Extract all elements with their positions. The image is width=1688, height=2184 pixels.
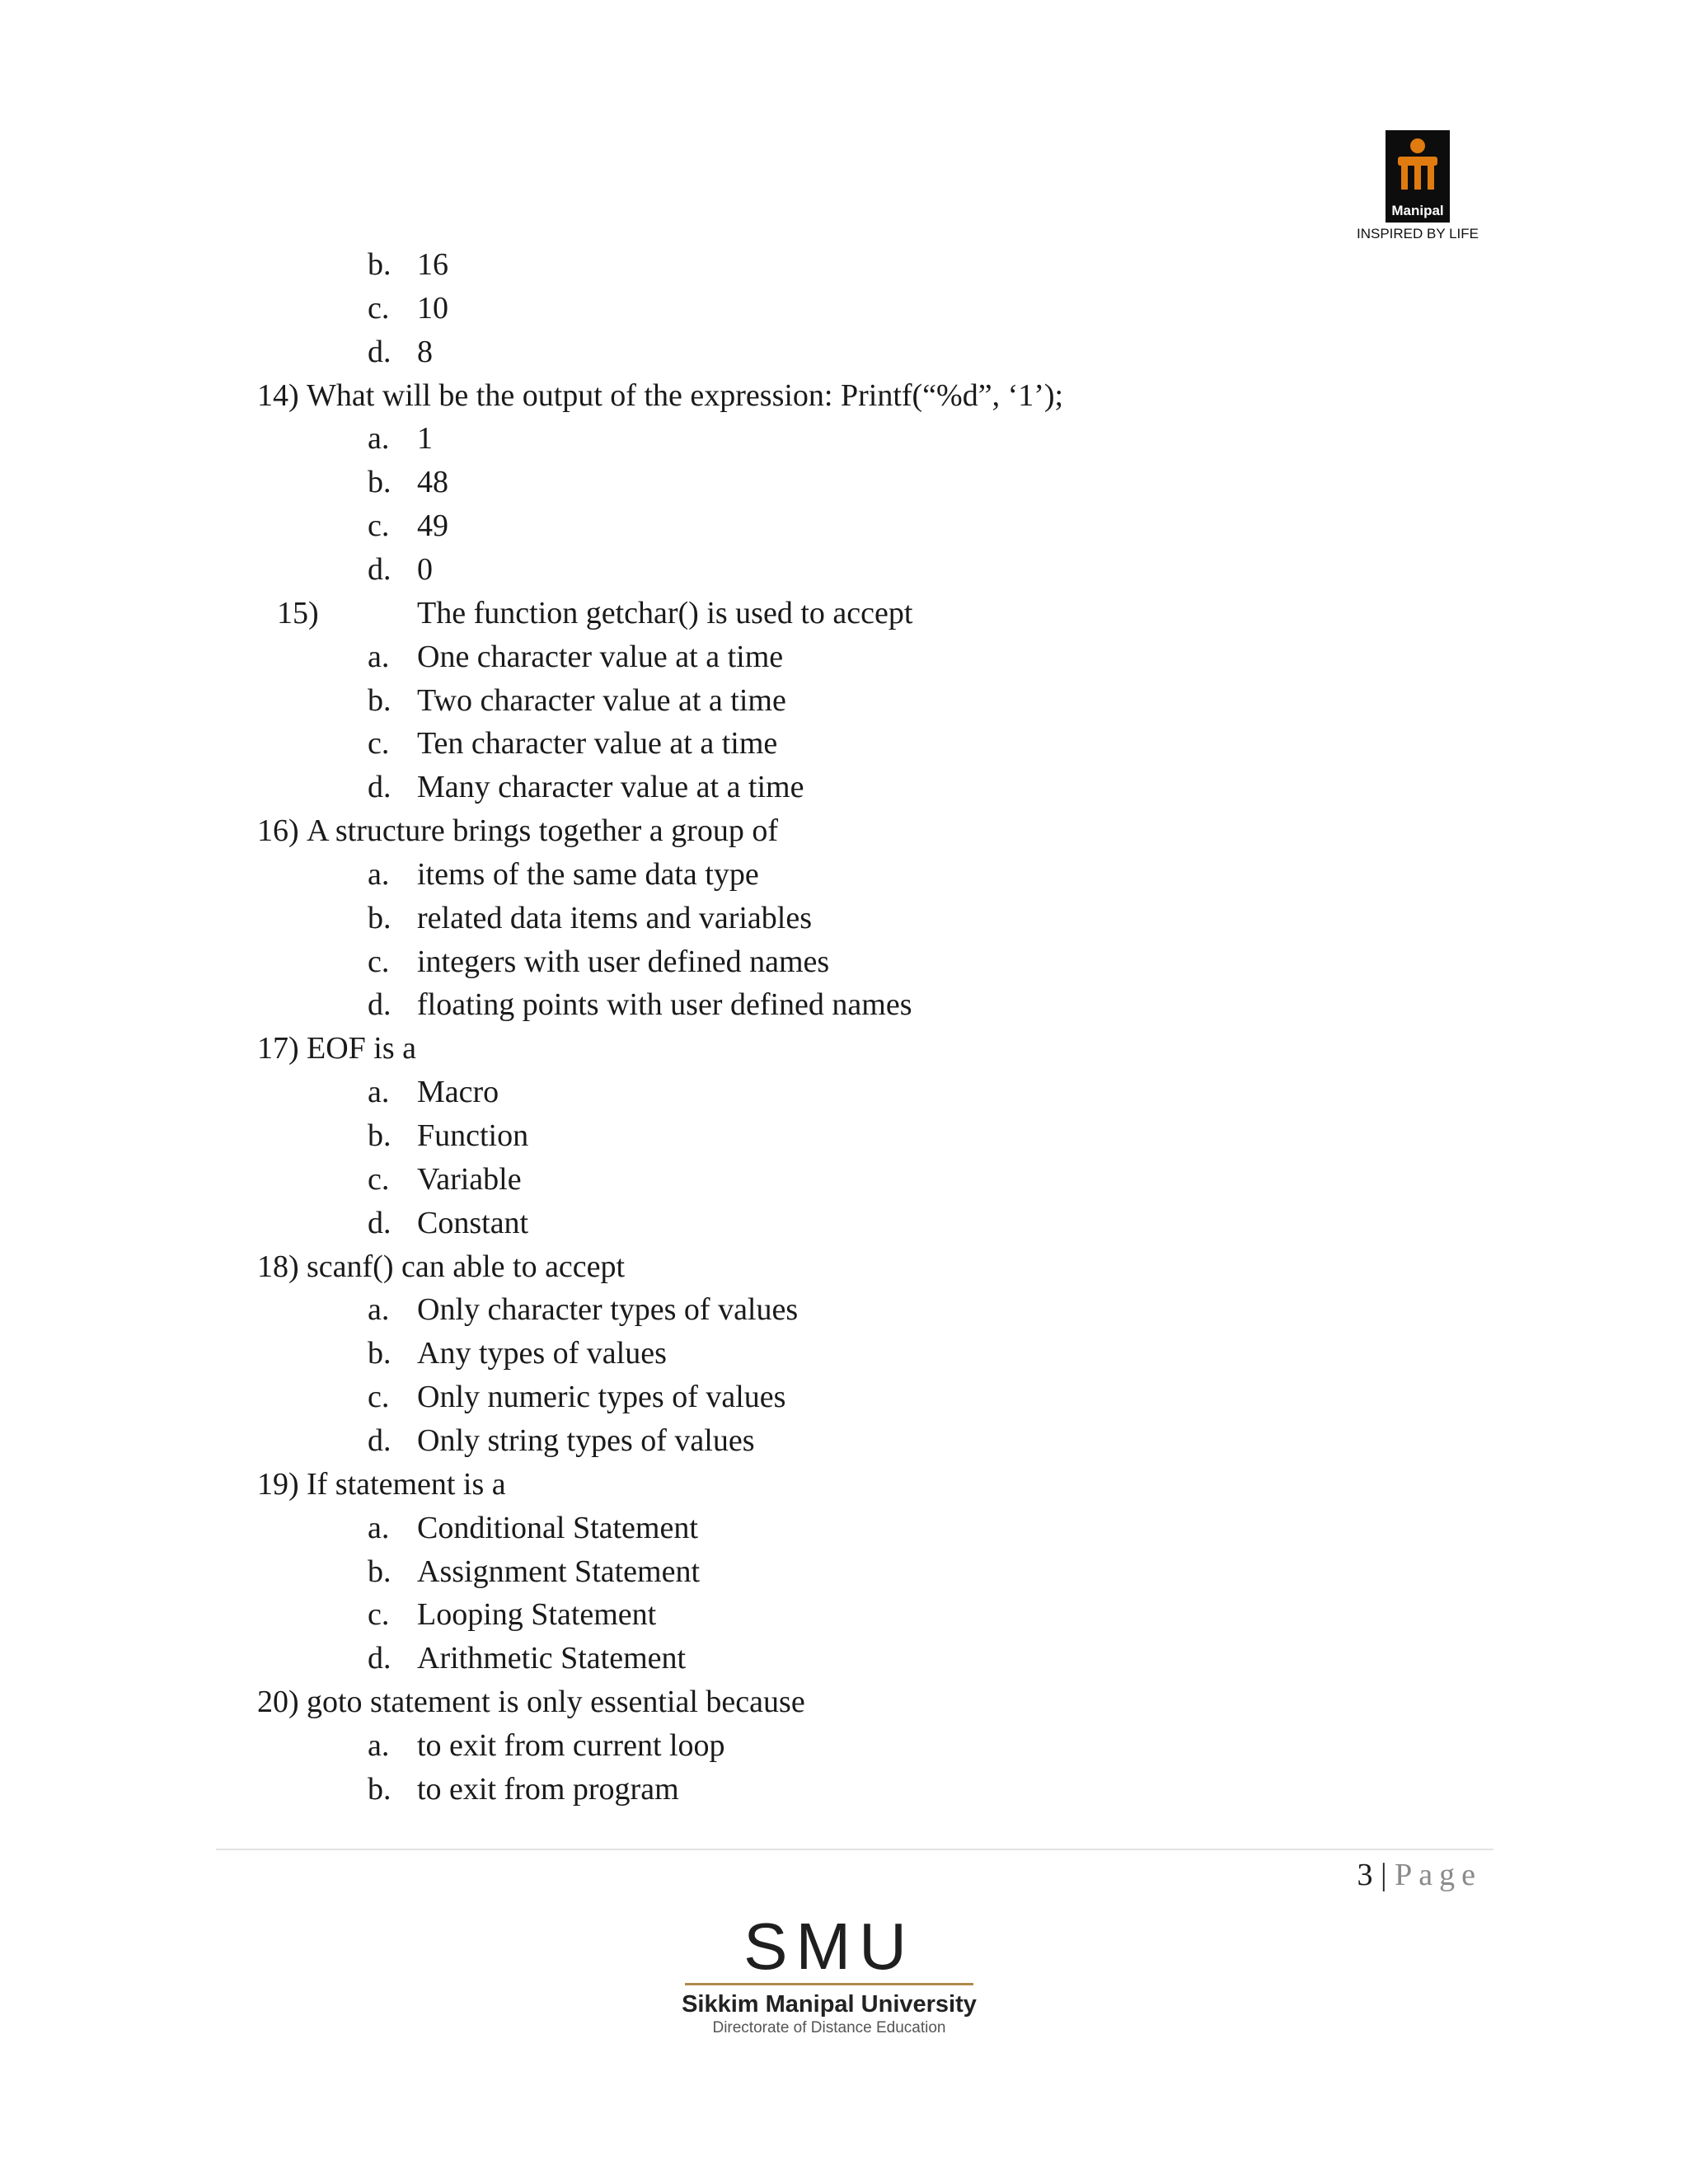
option-text: to exit from program <box>417 1771 679 1807</box>
option-letter: d. <box>368 334 392 369</box>
option-text: Ten character value at a time <box>417 726 778 762</box>
option-text: to exit from current loop <box>417 1727 725 1763</box>
option-letter: d. <box>368 1205 392 1240</box>
page-separator: | <box>1381 1858 1387 1892</box>
option-letter: c. <box>368 944 390 979</box>
option-text: 10 <box>417 290 448 326</box>
logo-wordmark: Manipal <box>1391 203 1444 218</box>
option-text: Conditional Statement <box>417 1510 698 1545</box>
question-number: 16) <box>257 813 299 849</box>
option-text: 49 <box>417 509 448 544</box>
question-number: 15) <box>277 595 319 630</box>
university-name: Sikkim Manipal University <box>682 1991 977 2018</box>
option-text: related data items and variables <box>417 900 813 935</box>
option-text: floating points with user defined names <box>417 987 912 1023</box>
smu-logo <box>681 1910 978 2038</box>
option-letter: a. <box>368 856 390 892</box>
question-text: If statement is a <box>307 1466 506 1502</box>
option-letter: a. <box>368 1292 390 1328</box>
option-letter: c. <box>368 1597 390 1633</box>
page-number <box>1357 1850 1482 1900</box>
option-text: Function <box>417 1118 529 1153</box>
page-number-value: 3 <box>1357 1858 1373 1892</box>
option-letter: c. <box>368 290 390 326</box>
option-letter: d. <box>368 987 392 1023</box>
option-letter: d. <box>368 551 392 587</box>
manipal-emblem-icon <box>1386 130 1450 223</box>
directorate-name: Directorate of Distance Education <box>712 2019 946 2036</box>
option-text: Assignment Statement <box>417 1554 701 1589</box>
smu-wordmark: SMU <box>743 1910 915 1983</box>
option-text: Many character value at a time <box>417 770 804 805</box>
option-letter: b. <box>368 465 392 500</box>
question-number: 20) <box>257 1685 299 1720</box>
question-text: goto statement is only essential because <box>307 1685 805 1720</box>
question-text: The function getchar() is used to accept <box>417 595 913 630</box>
option-text: 1 <box>417 421 433 457</box>
option-letter: c. <box>368 1380 390 1415</box>
smu-underline <box>685 1983 973 1985</box>
option-text: Any types of values <box>417 1336 667 1371</box>
option-letter: b. <box>368 1118 392 1153</box>
question-text: EOF is a <box>307 1031 416 1066</box>
option-letter: a. <box>368 1727 390 1763</box>
option-text: Macro <box>417 1075 499 1110</box>
option-text: 48 <box>417 465 448 500</box>
option-text: 0 <box>417 551 433 587</box>
option-text: 8 <box>417 334 433 369</box>
option-text: Arithmetic Statement <box>417 1641 687 1676</box>
question-text: scanf() can able to accept <box>307 1249 626 1284</box>
question-number: 17) <box>257 1031 299 1066</box>
option-letter: b. <box>368 900 392 935</box>
option-letter: b. <box>368 1554 392 1589</box>
option-letter: c. <box>368 509 390 544</box>
page-label: Page <box>1395 1858 1482 1892</box>
option-letter: d. <box>368 770 392 805</box>
logo-tagline: INSPIRED BY LIFE <box>1356 226 1479 241</box>
option-text: 16 <box>417 247 448 282</box>
option-letter: b. <box>368 1771 392 1807</box>
manipal-logo <box>1343 130 1492 242</box>
option-text: items of the same data type <box>417 856 759 892</box>
footer-divider <box>216 1849 1493 1850</box>
option-text: One character value at a time <box>417 639 784 674</box>
option-letter: d. <box>368 1422 392 1458</box>
option-letter: a. <box>368 639 390 674</box>
option-text: Two character value at a time <box>417 682 786 718</box>
question-number: 19) <box>257 1466 299 1502</box>
question-text: What will be the output of the expression: Printf(“%d”, ‘1’); <box>307 377 1064 413</box>
option-text: integers with user defined names <box>417 944 830 979</box>
option-letter: d. <box>368 1641 392 1676</box>
option-text: Constant <box>417 1205 529 1240</box>
option-letter: c. <box>368 726 390 762</box>
option-text: Only numeric types of values <box>417 1380 786 1415</box>
question-number: 14) <box>257 377 299 413</box>
option-letter: b. <box>368 247 392 282</box>
option-letter: a. <box>368 421 390 457</box>
option-text: Variable <box>417 1161 522 1197</box>
option-letter: b. <box>368 1336 392 1371</box>
option-letter: a. <box>368 1510 390 1545</box>
option-letter: c. <box>368 1161 390 1197</box>
option-text: Only string types of values <box>417 1422 755 1458</box>
option-letter: b. <box>368 682 392 718</box>
option-text: Only character types of values <box>417 1292 799 1328</box>
option-letter: a. <box>368 1075 390 1110</box>
question-number: 18) <box>257 1249 299 1284</box>
question-text: A structure brings together a group of <box>307 813 778 849</box>
option-text: Looping Statement <box>417 1597 657 1633</box>
